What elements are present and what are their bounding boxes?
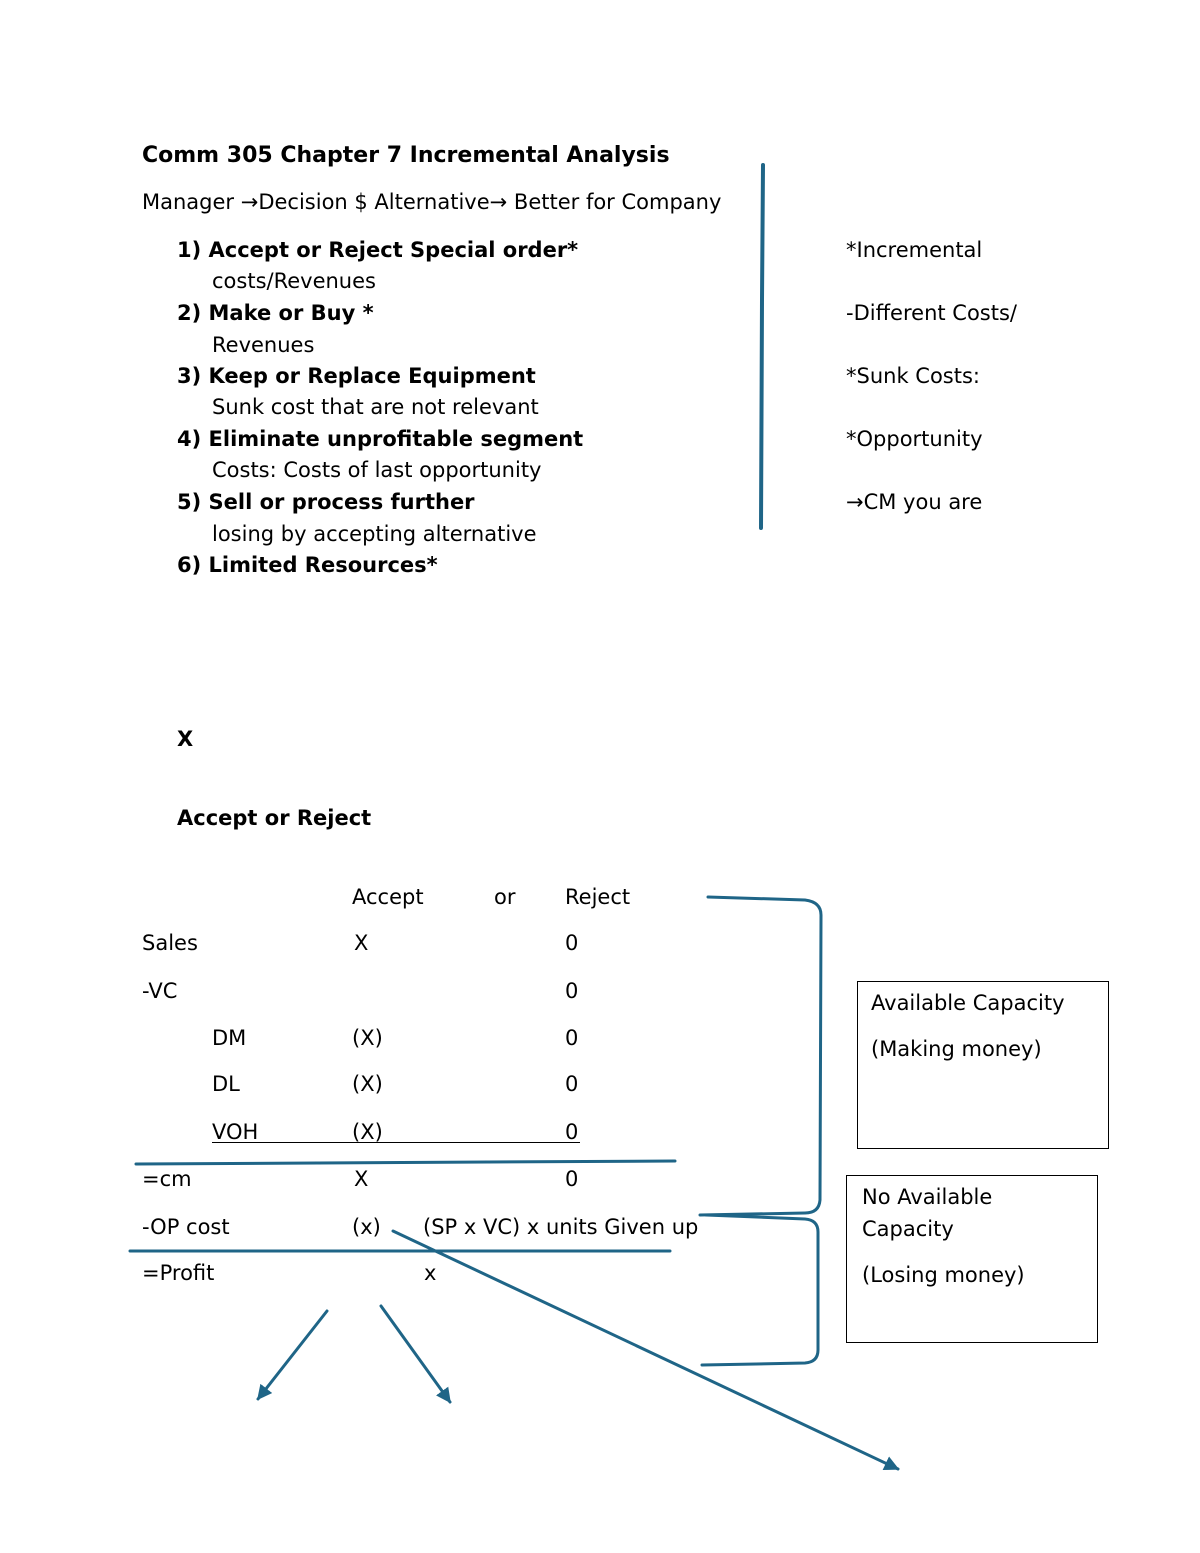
decision-item-1: 1) Accept or Reject Special order* [177, 238, 579, 262]
row-accept-dl: (X) [352, 1072, 383, 1096]
row-reject-dl: 0 [565, 1072, 579, 1096]
decision-note-3: Sunk cost that are not relevant [212, 395, 539, 419]
x-marker: X [177, 727, 194, 751]
row-label-dm: DM [212, 1026, 247, 1050]
row-label-profit: =Profit [142, 1261, 215, 1285]
section-title: Accept or Reject [177, 806, 372, 830]
page-title: Comm 305 Chapter 7 Incremental Analysis [142, 143, 670, 168]
middle-down-arrow [381, 1306, 450, 1402]
side-note-opportunity: *Opportunity [846, 427, 983, 451]
no-available-label: No Available [862, 1185, 993, 1209]
making-money-label: (Making money) [871, 1037, 1042, 1061]
column-header-reject: Reject [565, 885, 631, 909]
capacity-label: Capacity [862, 1217, 954, 1241]
column-header-or: or [494, 885, 516, 909]
decision-item-6: 6) Limited Resources* [177, 553, 438, 577]
row-reject-sales: 0 [565, 931, 579, 955]
available-capacity-label: Available Capacity [871, 991, 1065, 1015]
side-note-cm: →CM you are [846, 490, 983, 514]
long-diagonal-arrow [393, 1231, 898, 1469]
side-note-different-costs: -Different Costs/ [846, 301, 1017, 325]
decision-item-5: 5) Sell or process further [177, 490, 475, 514]
decision-item-2: 2) Make or Buy * [177, 301, 374, 325]
side-note-sunk-costs: *Sunk Costs: [846, 364, 980, 388]
decision-flow-text: Manager →Decision $ Alternative→ Better for Company [142, 190, 722, 214]
decision-note-1: costs/Revenues [212, 269, 376, 293]
decision-note-4: Costs: Costs of last opportunity [212, 458, 542, 482]
row-accept-op-cost: (x) [352, 1215, 381, 1239]
row-label-vc: -VC [142, 979, 178, 1003]
losing-money-label: (Losing money) [862, 1263, 1025, 1287]
left-down-arrow [258, 1311, 327, 1399]
row-label-voh: VOH [212, 1120, 259, 1144]
profit-value: x [424, 1261, 437, 1285]
row-reject-vc: 0 [565, 979, 579, 1003]
lower-bracket [702, 1215, 818, 1365]
cm-rule-line [136, 1161, 675, 1164]
row-label-sales: Sales [142, 931, 198, 955]
row-label-op-cost: -OP cost [142, 1215, 230, 1239]
upper-bracket [700, 897, 821, 1215]
row-accept-sales: X [354, 931, 369, 955]
row-label-dl: DL [212, 1072, 240, 1096]
op-cost-formula: (SP x VC) x units Given up [423, 1215, 699, 1239]
side-note-incremental: *Incremental [846, 238, 983, 262]
row-label-cm: =cm [142, 1167, 192, 1191]
decision-note-5: losing by accepting alternative [212, 522, 537, 546]
vertical-divider-line [761, 165, 763, 528]
decision-item-3: 3) Keep or Replace Equipment [177, 364, 536, 388]
row-accept-cm: X [354, 1167, 369, 1191]
row-reject-dm: 0 [565, 1026, 579, 1050]
row-accept-dm: (X) [352, 1026, 383, 1050]
row-accept-voh: (X) [352, 1120, 383, 1144]
decision-item-4: 4) Eliminate unprofitable segment [177, 427, 584, 451]
row-reject-cm: 0 [565, 1167, 579, 1191]
decision-note-2: Revenues [212, 333, 315, 357]
row-reject-voh: 0 [565, 1120, 579, 1144]
column-header-accept: Accept [352, 885, 424, 909]
